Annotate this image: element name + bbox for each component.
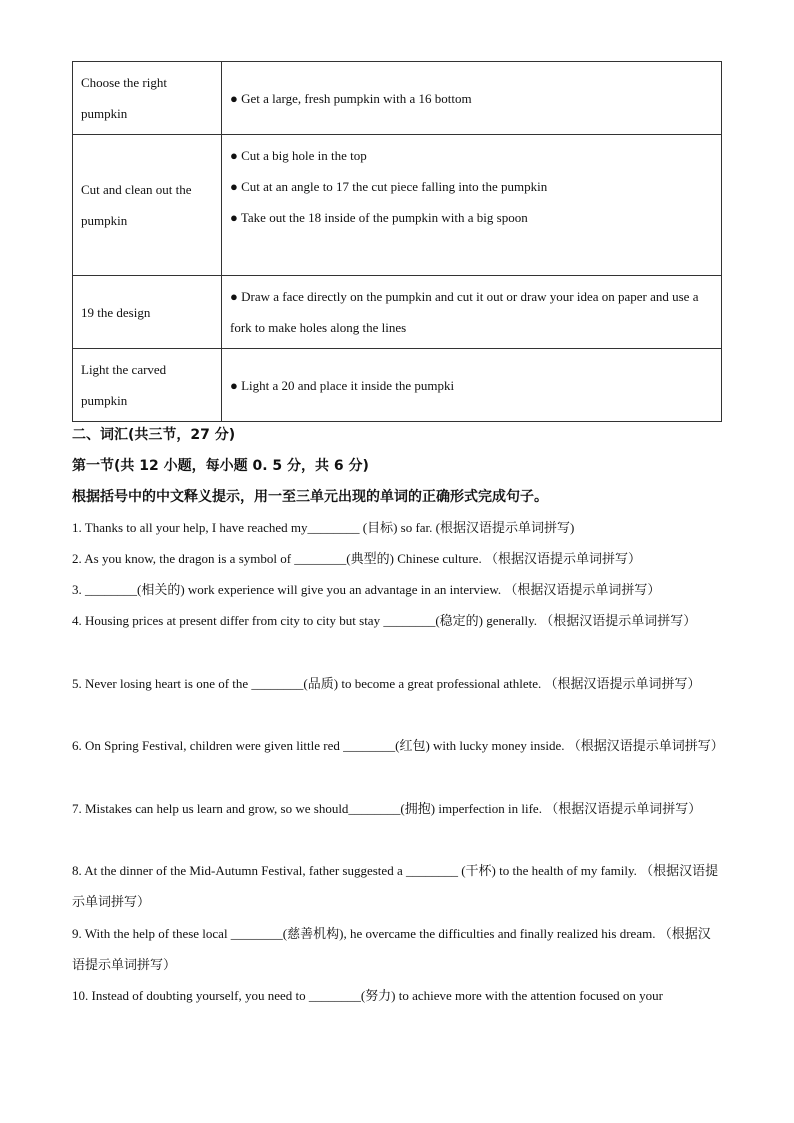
question-item: 9. With the help of these local ________(慈善机构), he overcame the difficulties and finally realized his dream. （根据汉语提示单词拼写） [72, 926, 711, 972]
question-item: 7. Mistakes can help us learn and grow, so we should________(拥抱) imperfection in life. （根据汉语提示单词拼写） [72, 801, 702, 816]
step-label-line: 19 the design [81, 304, 151, 320]
question-item: 3. ________(相关的) work experience will give you an advantage in an interview. （根据汉语提示单词拼写） [72, 582, 661, 597]
question-item: 4. Housing prices at present differ from city to city but stay ________(稳定的) generally. （根据汉语提示单词拼写） [72, 613, 697, 628]
step-label [73, 135, 222, 276]
step-bullet: ● Get a large, fresh pumpkin with a 16 bottom [230, 90, 472, 106]
question-item: 2. As you know, the dragon is a symbol of ________(典型的) Chinese culture. （根据汉语提示单词拼写） [72, 551, 641, 566]
step-label-line: pumpkin [81, 106, 128, 121]
part-title: 第一节(共 12 小题，每小题 0. 5 分，共 6 分) [72, 458, 369, 474]
step-label-line: Cut and clean out the [81, 182, 192, 197]
question-item: 10. Instead of doubting yourself, you need to ________(努力) to achieve more with the attention focused on your [72, 988, 664, 1003]
question-item: 5. Never losing heart is one of the ________(品质) to become a great professional athlete. （根据汉语提示单词拼写） [72, 676, 701, 691]
step-description [222, 135, 722, 276]
step-label-line: Light the carved [81, 362, 167, 377]
table-row [73, 349, 722, 422]
step-description [222, 276, 722, 349]
pumpkin-steps-table [72, 61, 722, 422]
step-bullet: ● Cut a big hole in the top [230, 148, 367, 163]
instruction: 根据括号中的中文释义提示，用一至三单元出现的单词的正确形式完成句子。 [72, 489, 548, 505]
step-bullet: ● Cut at an angle to 17 the cut piece falling into the pumpkin [230, 179, 548, 194]
step-label-line: pumpkin [81, 213, 128, 228]
step-bullet: ● Light a 20 and place it inside the pumpki [230, 377, 455, 393]
step-label [73, 62, 222, 135]
step-bullet: ● Draw a face directly on the pumpkin and cut it out or draw your idea on paper and use a fork to make holes along the lines [230, 289, 699, 335]
question-item: 6. On Spring Festival, children were given little red ________(红包) with lucky money inside. （根据汉语提示单词拼写） [72, 738, 724, 753]
table-row [73, 62, 722, 135]
question-item: 8. At the dinner of the Mid-Autumn Festival, father suggested a ________ (干杯) to the health of my family. （根据汉语提示单词拼写） [72, 863, 719, 909]
step-label [73, 349, 222, 422]
step-label-line: Choose the right [81, 75, 167, 90]
section-title: 二、词汇(共三节，27 分) [72, 427, 236, 443]
table-row [73, 276, 722, 349]
step-bullet: ● Take out the 18 inside of the pumpkin with a big spoon [230, 210, 528, 225]
step-description [222, 349, 722, 422]
question-item: 1. Thanks to all your help, I have reached my________ (目标) so far. (根据汉语提示单词拼写) [72, 520, 575, 535]
step-description [222, 62, 722, 135]
step-label [73, 276, 222, 349]
table-row [73, 135, 722, 276]
step-label-line: pumpkin [81, 393, 128, 408]
